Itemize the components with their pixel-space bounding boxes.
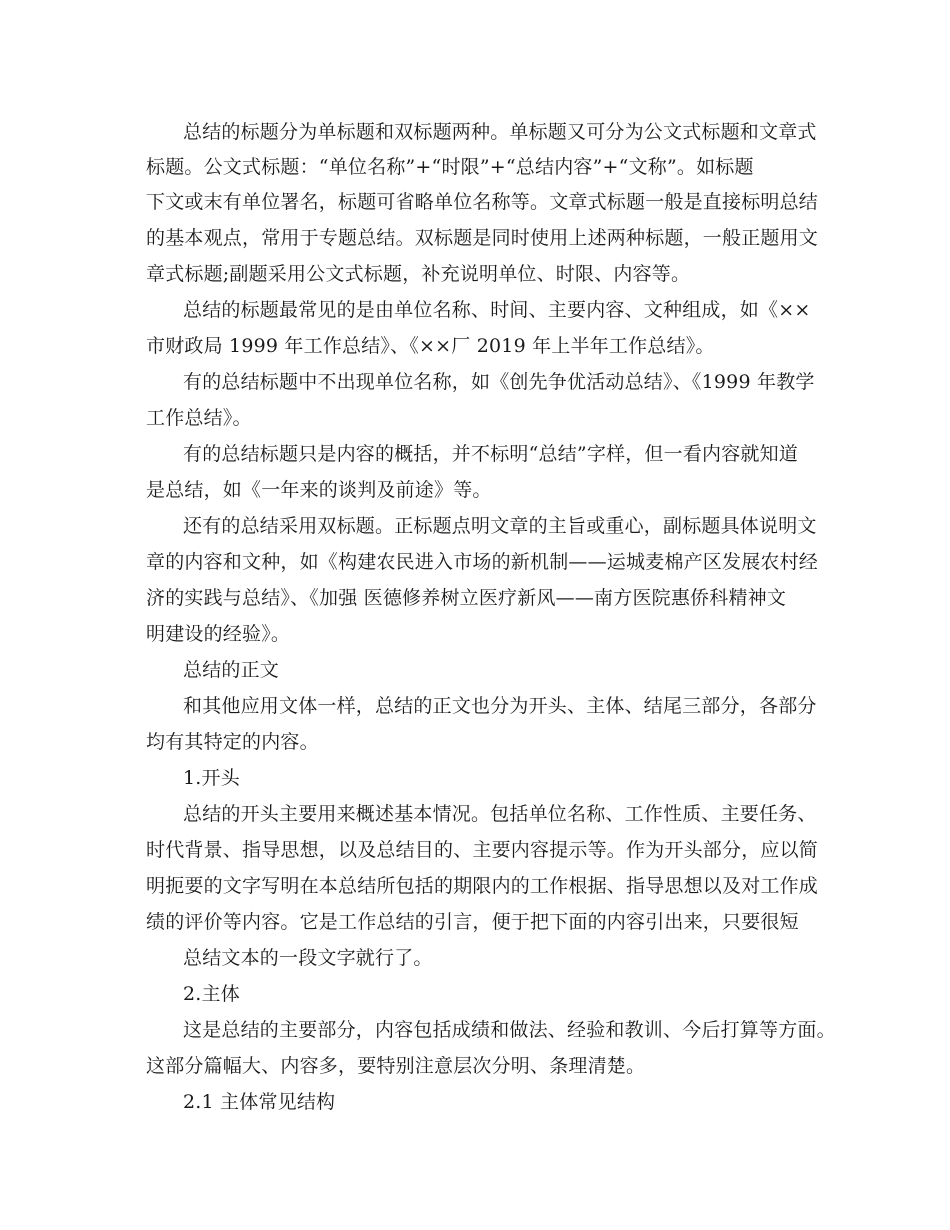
paragraph-line: 时代背景、指导思想，以及总结目的、主要内容提示等。作为开头部分，应以简 (146, 839, 819, 861)
paragraph-line: 的基本观点，常用于专题总结。双标题是同时使用上述两种标题，一般正题用文 (146, 227, 819, 249)
section-heading: 2.1 主体常见结构 (183, 1091, 336, 1113)
paragraph-line: 工作总结》。 (146, 407, 252, 429)
paragraph-line: 标题。公文式标题：“单位名称”+“时限”+“总结内容”+“文称”。如标题 (146, 156, 754, 178)
paragraph-line: 章式标题;副题采用公文式标题，补充说明单位、时限、内容等。 (146, 263, 691, 285)
paragraph-line: 还有的总结采用双标题。正标题点明文章的主旨或重心，副标题具体说明文 (183, 515, 817, 537)
paragraph-line: 这部分篇幅大、内容多，要特别注意层次分明、条理清楚。 (146, 1055, 646, 1077)
paragraph-line: 市财政局 1999 年工作总结》、《××厂 2019 年上半年工作总结》。 (146, 335, 715, 357)
paragraph-line: 总结的开头主要用来概述基本情况。包括单位名称、工作性质、主要任务、 (183, 803, 817, 825)
paragraph-line: 有的总结标题中不出现单位名称，如《创先争优活动总结》、《1999 年教学 (183, 371, 815, 393)
section-heading: 1.开头 (183, 767, 240, 789)
section-heading: 2.主体 (183, 983, 240, 1005)
paragraph-line: 总结的标题分为单标题和双标题两种。单标题又可分为公文式标题和文章式 (183, 121, 817, 143)
paragraph-line: 和其他应用文体一样，总结的正文也分为开头、主体、结尾三部分，各部分 (183, 695, 817, 717)
paragraph-line: 明建设的经验》。 (146, 623, 291, 645)
paragraph-line: 这是总结的主要部分，内容包括成绩和做法、经验和教训、今后打算等方面。 (183, 1019, 836, 1041)
paragraph-line: 有的总结标题只是内容的概括，并不标明“总结”字样，但一看内容就知道 (183, 443, 799, 465)
paragraph-line: 下文或末有单位署名，标题可省略单位名称等。文章式标题一般是直接标明总结 (146, 191, 819, 213)
paragraph-line: 总结文本的一段文字就行了。 (183, 947, 433, 969)
paragraph-line: 济的实践与总结》、《加强 医德修养树立医疗新风——南方医院惠侨科精神文 (146, 587, 787, 609)
section-heading: 总结的正文 (183, 659, 280, 681)
paragraph-line: 章的内容和文种，如《构建农民进入市场的新机制——运城麦棉产区发展农村经 (146, 551, 819, 573)
paragraph-line: 是总结，如《一年来的谈判及前途》等。 (146, 479, 492, 501)
paragraph-line: 明扼要的文字写明在本总结所包括的期限内的工作根据、指导思想以及对工作成 (146, 875, 819, 897)
paragraph-line: 绩的评价等内容。它是工作总结的引言，便于把下面的内容引出来，只要很短 (146, 911, 799, 933)
paragraph-line: 总结的标题最常见的是由单位名称、时间、主要内容、文种组成，如《×× (183, 299, 811, 321)
paragraph-line: 均有其特定的内容。 (146, 731, 319, 753)
